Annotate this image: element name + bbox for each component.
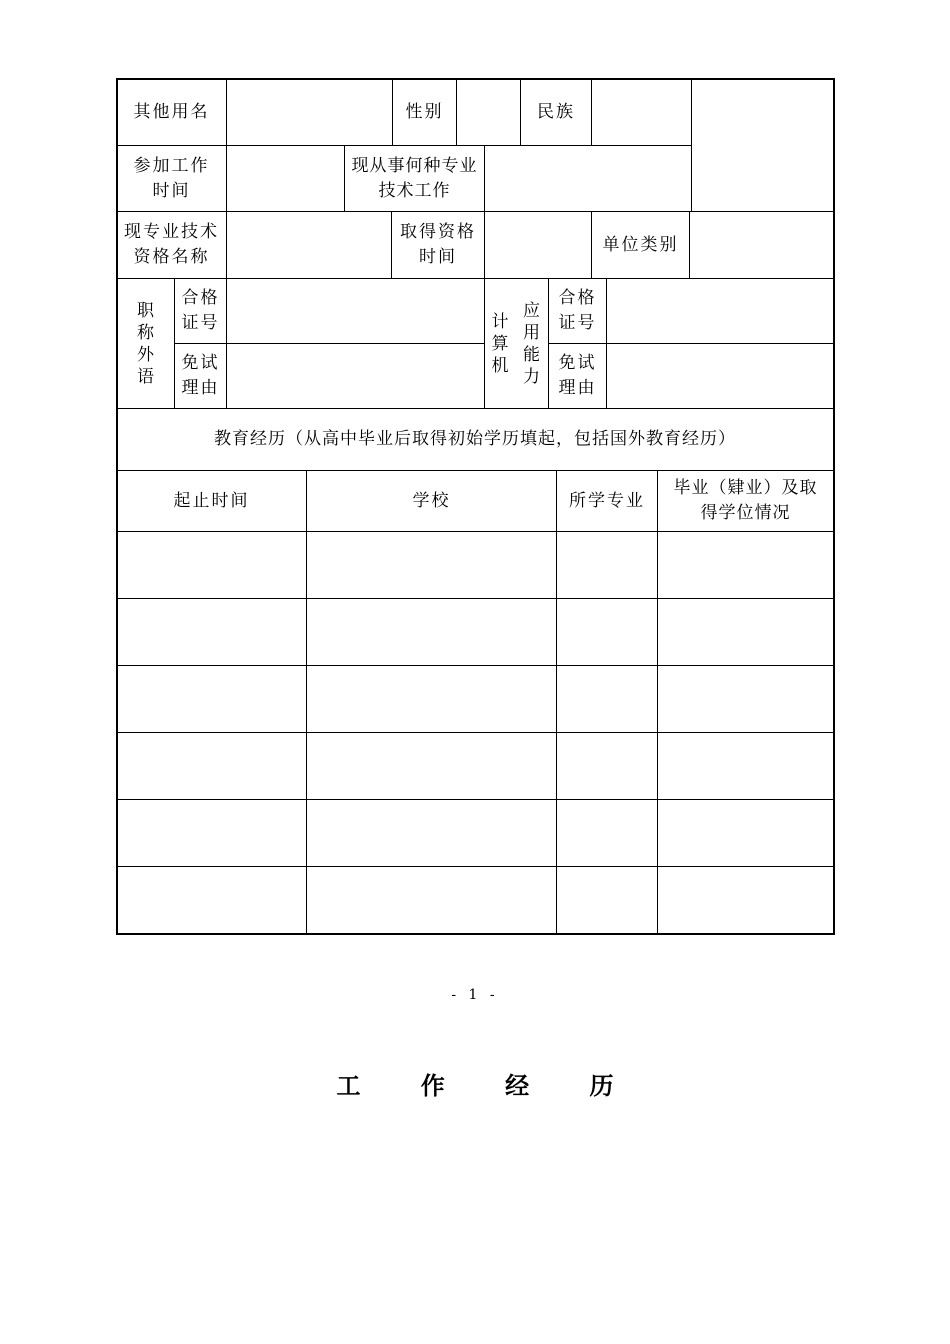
qualification-date-field[interactable]: [485, 212, 591, 278]
unit-type-field[interactable]: [690, 212, 833, 278]
work-start-field[interactable]: [227, 146, 344, 211]
table-row[interactable]: [117, 599, 833, 665]
section-title: 工 作 经 历: [336, 1071, 640, 1100]
computer-char: 力: [523, 366, 540, 387]
current-job-field[interactable]: [485, 146, 691, 211]
foreign-cert-field[interactable]: [227, 279, 484, 343]
computer-char: 应: [523, 300, 540, 321]
computer-cert-field[interactable]: [607, 279, 833, 343]
computer-cert-label: 合格 证号: [558, 288, 597, 333]
page-number: - 1 -: [451, 987, 499, 1003]
foreign-exempt-field[interactable]: [227, 344, 484, 408]
table-row[interactable]: [117, 733, 833, 799]
computer-label-left: [485, 279, 515, 408]
foreign-language-char: 称: [137, 322, 154, 343]
column-header-school: 学校: [412, 490, 451, 511]
computer-exempt-label: 免试 理由: [558, 353, 597, 398]
education-heading: 教育经历（从高中毕业后取得初始学历填起，包括国外教育经历）: [214, 429, 736, 449]
table-row[interactable]: [117, 800, 833, 866]
table-row[interactable]: [117, 532, 833, 598]
column-header-period: 起止时间: [173, 490, 250, 511]
gender-label: 性别: [405, 101, 444, 122]
unit-type-label: 单位类别: [602, 234, 679, 255]
gender-field[interactable]: [457, 79, 520, 145]
computer-char: 能: [523, 344, 540, 365]
computer-label-right: [515, 279, 548, 408]
computer-exempt-field[interactable]: [607, 344, 833, 408]
qualification-name-field[interactable]: [227, 212, 391, 278]
computer-char: 机: [491, 355, 509, 376]
computer-char: 用: [523, 322, 540, 343]
foreign-language-label: [117, 279, 174, 408]
qualification-date-label: 取得资格 时间: [400, 222, 476, 267]
ethnicity-label: 民族: [537, 101, 575, 122]
alias-field[interactable]: [227, 79, 392, 145]
column-header-major: 所学专业: [569, 490, 645, 511]
current-job-label: 现从事何种专业 技术工作: [351, 155, 478, 201]
foreign-exempt-label: 免试 理由: [181, 353, 220, 398]
qualification-name-label: 现专业技术 资格名称: [124, 222, 219, 267]
table-border-bottom: [116, 933, 835, 935]
foreign-language-char: 外: [137, 344, 154, 365]
computer-char: 算: [491, 333, 509, 354]
foreign-language-char: 职: [137, 300, 154, 321]
table-row[interactable]: [117, 666, 833, 732]
alias-label: 其他用名: [133, 101, 210, 122]
column-header-degree: 毕业（肄业）及取 得学位情况: [673, 478, 818, 523]
table-row[interactable]: [117, 867, 833, 933]
photo-area[interactable]: [692, 79, 833, 211]
computer-char: 计: [491, 311, 509, 332]
foreign-language-char: 语: [137, 366, 154, 387]
foreign-cert-label: 合格 证号: [181, 288, 220, 333]
table-border-right: [833, 78, 835, 935]
ethnicity-field[interactable]: [592, 79, 691, 145]
work-start-label: 参加工作 时间: [133, 155, 210, 201]
